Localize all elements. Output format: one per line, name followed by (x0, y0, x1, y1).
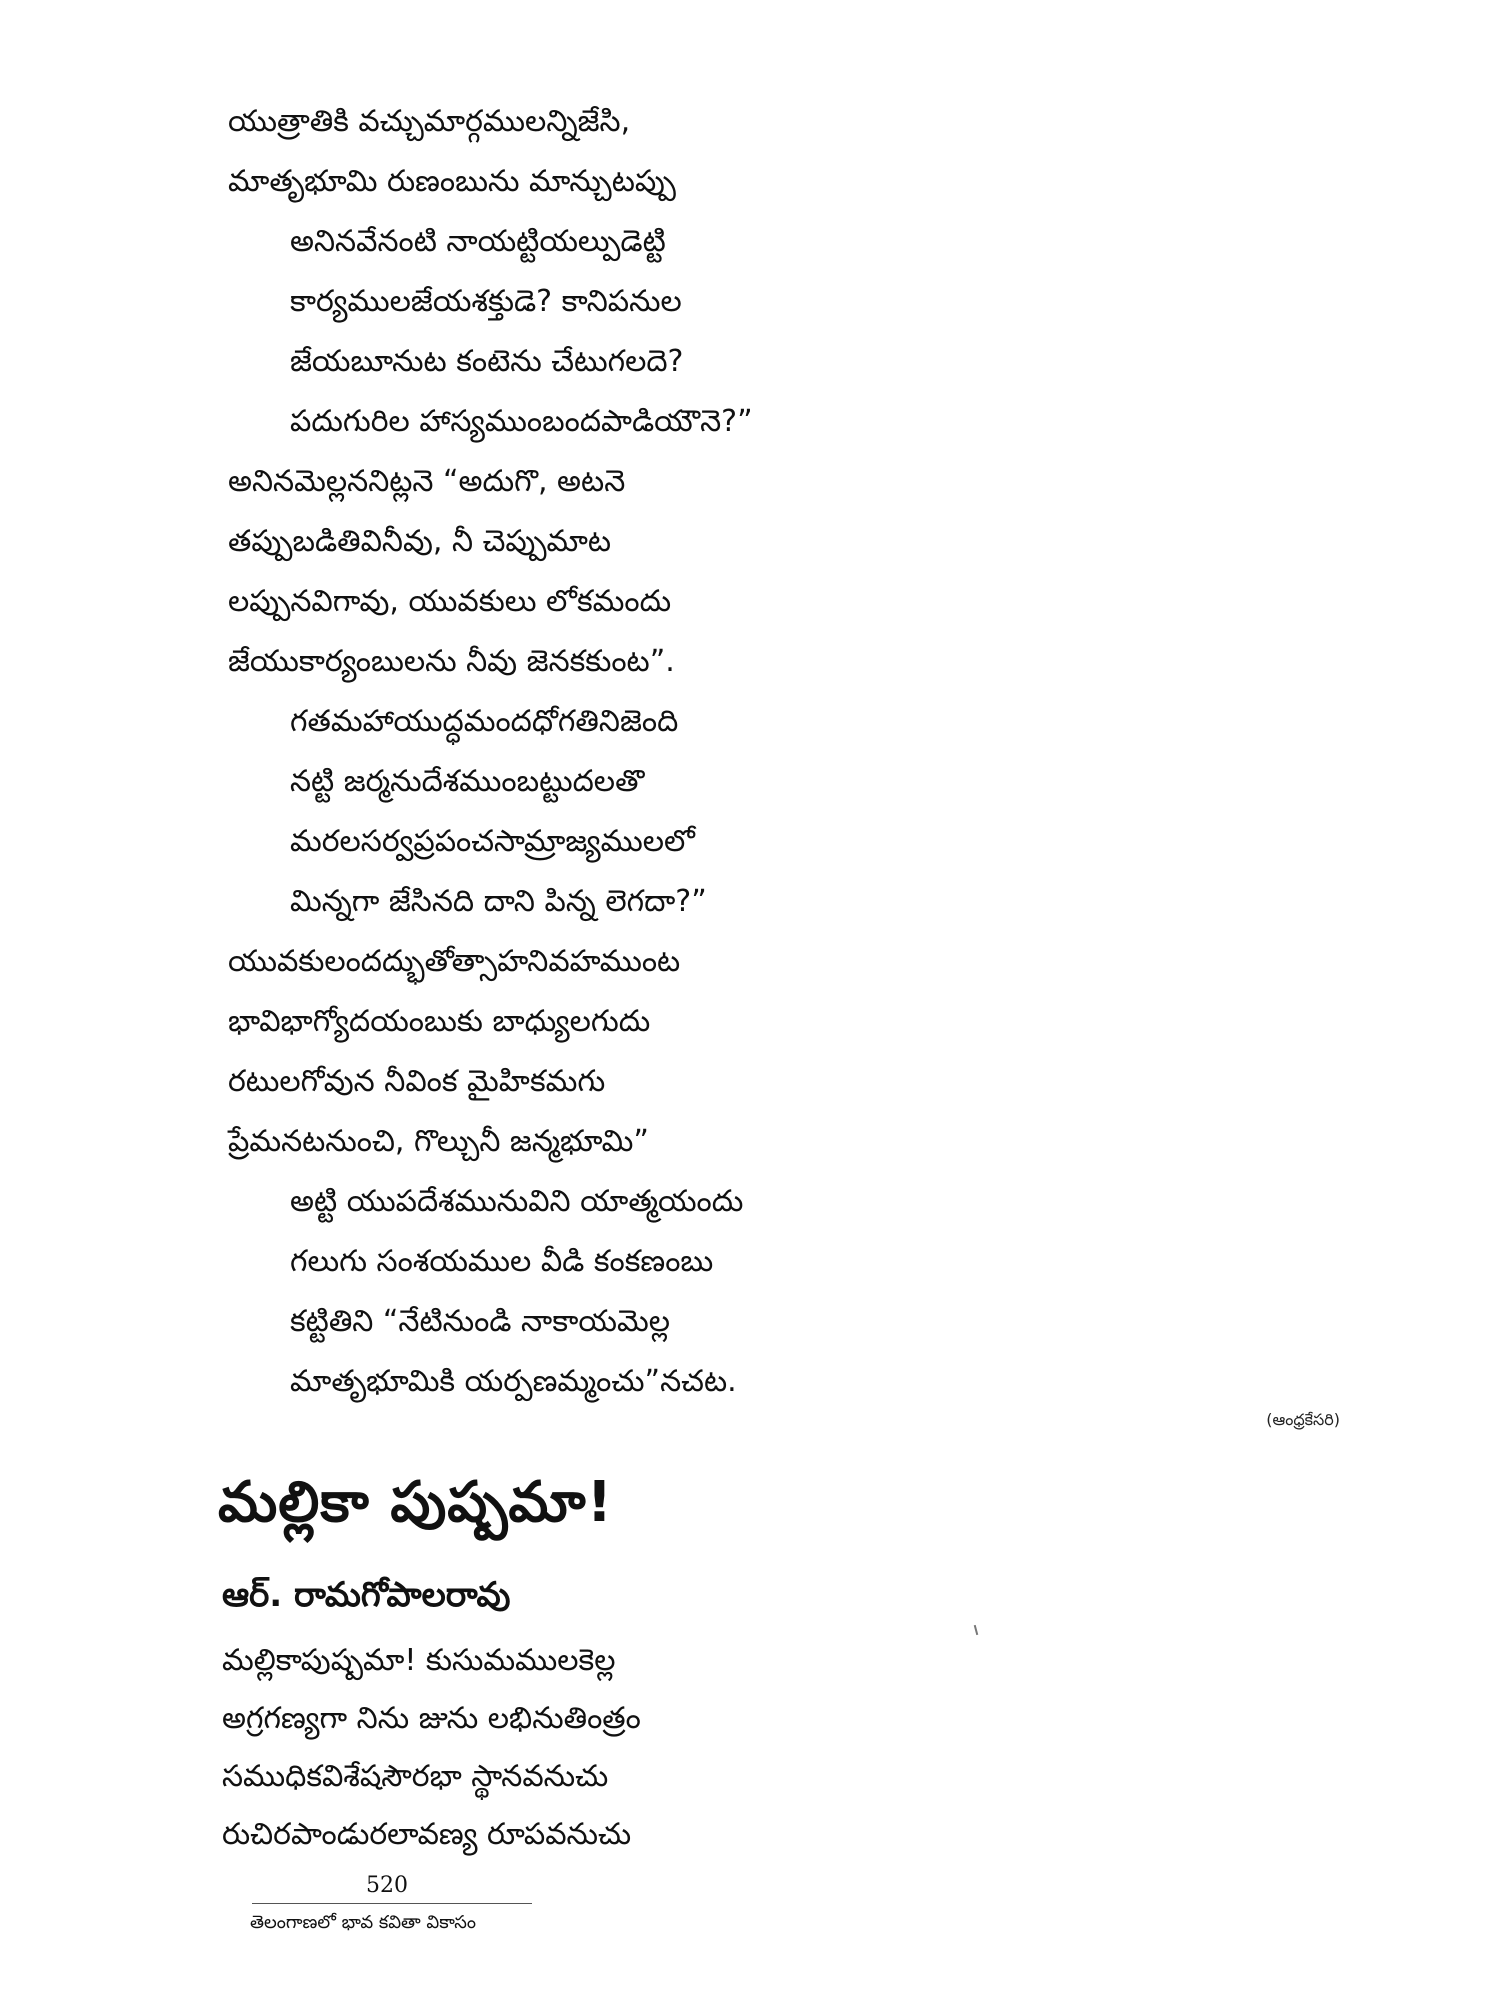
verse-line: తప్పుబడితివినీవు, నీ చెప్పుమాట (228, 524, 612, 559)
verse-line: కార్యములజేయశక్తుడె? కానిపనుల (290, 284, 682, 319)
verse-line: యువకులందద్భుతోత్సాహనివహముంట (228, 944, 681, 979)
verse-line: మరలసర్వప్రపంచసామ్రాజ్యములలో (290, 824, 695, 859)
verse-line: అనినవేనంటి నాయట్టియల్పుడెట్టి (290, 224, 666, 259)
book-title: తెలంగాణలో భావ కవితా వికాసం (250, 1912, 477, 1933)
verse-line: జేయబూనుట కంటెను చేటుగలదె? (290, 344, 684, 379)
verse-line: లప్పునవిగావు, యువకులు లోకమందు (228, 584, 672, 619)
verse-line: గలుగు సంశయముల వీడి కంకణంబు (290, 1244, 714, 1279)
verse-line: అట్టి యుపదేశమునువిని యాత్మయందు (290, 1184, 744, 1219)
verse-line: పదుగురిల హాస్యముంబందపాడియౌనె?” (290, 404, 753, 439)
verse-line: మాతృభూమికి యర్పణమ్మంచు”నచట. (290, 1364, 737, 1399)
verse-line: మిన్నగా జేసినది దాని పిన్న లెగదా?” (290, 884, 707, 919)
poem-continuation (228, 92, 1128, 1412)
verse-line: గతమహాయుద్ధమందధోగతినిజెంది (290, 704, 679, 739)
verse-line: రటులగోవున నీవింక మైహికమగు (228, 1064, 606, 1099)
poem-line: సముధికవిశేషసౌరభా స్థానవనుచు (222, 1759, 609, 1794)
new-poem-body (222, 1632, 1122, 1864)
poem-line: మల్లికాపుష్పమా! కుసుమములకెల్ల (222, 1643, 616, 1678)
poem-author: ఆర్. రామగోపాలరావు (222, 1575, 511, 1615)
poem-title: మల్లికా పుష్పమా! (218, 1470, 614, 1535)
poem-line: అగ్రగణ్యగా నిను జును లభినుతింత్రం (222, 1701, 641, 1736)
verse-line: అనినమెల్లననిట్లనె “అదుగొ, అటనె (228, 464, 626, 499)
verse-line: భావిభాగ్యోదయంబుకు బాధ్యులగుదు (228, 1004, 651, 1039)
verse-line: నట్టి జర్మనుదేశముంబట్టుదలతొ (290, 764, 645, 799)
source-credit: (ఆంధ్రకేసరి) (1266, 1410, 1340, 1429)
verse-line: జేయుకార్యంబులను నీవు జెనకకుంట”. (228, 644, 675, 679)
verse-line: ప్రేమనటనుంచి, గొల్చునీ జన్మభూమి” (228, 1124, 649, 1159)
verse-line: యుత్రాతికి వచ్చుమార్గములన్నిజేసి, (228, 104, 631, 139)
footer-rule (252, 1903, 532, 1904)
verse-line: కట్టితిని “నేటినుండి నాకాయమెల్ల (290, 1304, 671, 1339)
page-number: 520 (366, 1873, 408, 1898)
verse-line: మాతృభూమి రుణంబును మాన్చుటప్పు (228, 164, 676, 199)
poem-line: రుచిరపాండురలావణ్య రూపవనుచు (222, 1817, 632, 1852)
